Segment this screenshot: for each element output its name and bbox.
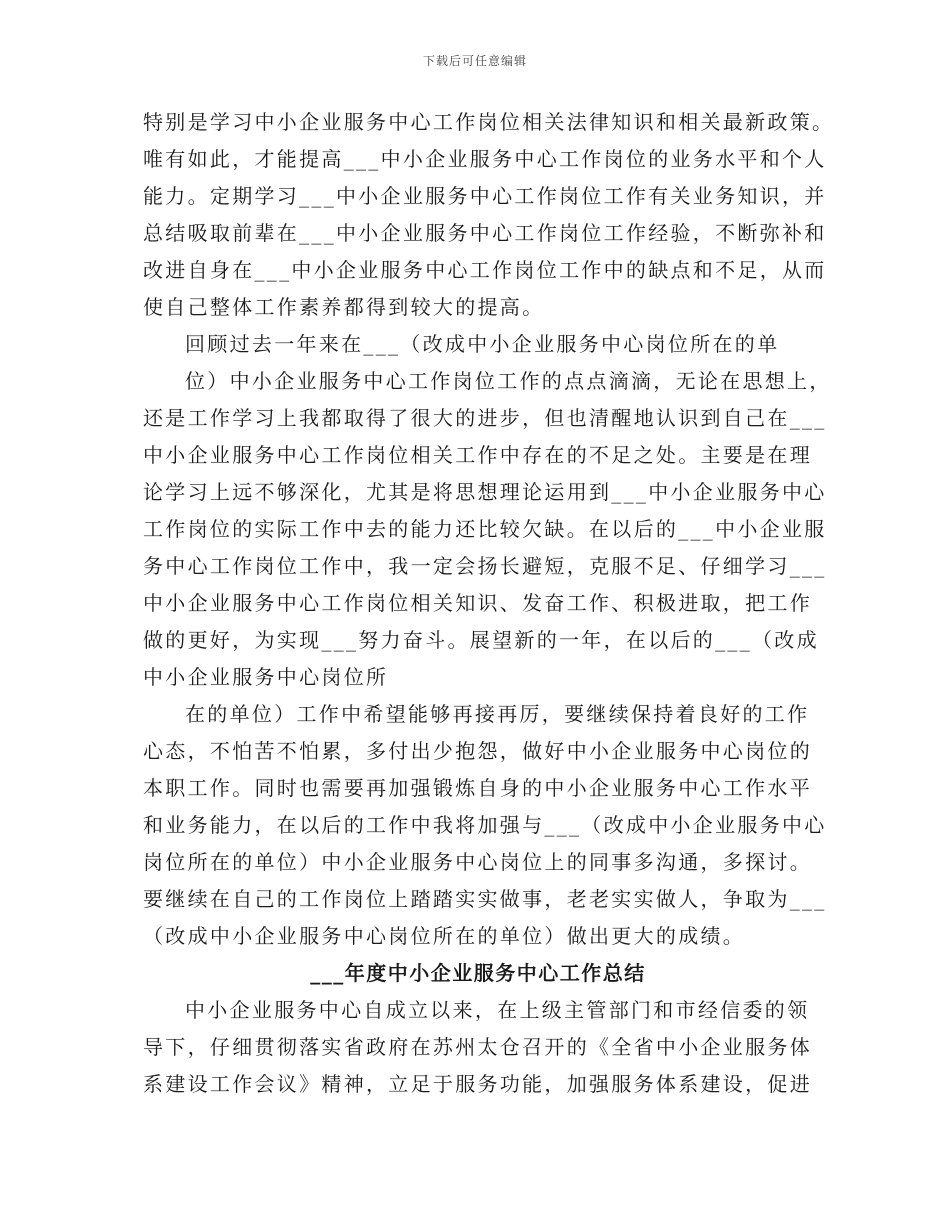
text-line: 特别是学习中小企业服务中心工作岗位相关法律知识和相关最新政策。	[143, 110, 835, 134]
text-line: 和业务能力，在以后的工作中我将加强与___（改成中小企业服务中心	[143, 813, 827, 837]
text-line: 做的更好，为实现___努力奋斗。展望新的一年，在以后的___（改成	[143, 628, 819, 652]
text-line: 改进自身在___中小企业服务中心工作岗位工作中的缺点和不足，从而	[143, 258, 827, 282]
section-heading: ___年度中小企业服务中心工作总结	[310, 961, 646, 985]
text-line: 中小企业服务中心自成立以来，在上级主管部门和市经信委的领	[185, 998, 810, 1022]
page-header: 下载后可任意编辑	[422, 54, 527, 68]
text-line: 还是工作学习上我都取得了很大的进步，但也清醒地认识到自己在___	[143, 406, 827, 430]
text-line: 能力。定期学习___中小企业服务中心工作岗位工作有关业务知识，并	[143, 184, 827, 208]
text-line: 系建设工作会议》精神，立足于服务功能，加强服务体系建设，促进	[143, 1072, 812, 1096]
text-line: 中小企业服务中心工作岗位相关工作中存在的不足之处。主要是在理	[143, 443, 812, 467]
text-line: 使自己整体工作素养都得到较大的提高。	[143, 295, 545, 319]
text-line: 论学习上远不够深化，尤其是将思想理论运用到___中小企业服务中心	[143, 480, 827, 504]
text-line: 本职工作。同时也需要再加强锻炼自身的中小企业服务中心工作水平	[143, 776, 812, 800]
text-line: 务中心工作岗位工作中，我一定会扬长避短，克服不足、仔细学习___	[143, 554, 827, 578]
text-line: 唯有如此，才能提高___中小企业服务中心工作岗位的业务水平和个人	[143, 147, 827, 171]
text-line: 导下，仔细贯彻落实省政府在苏州太仓召开的《全省中小企业服务体	[143, 1035, 812, 1059]
text-line: 中小企业服务中心工作岗位相关知识、发奋工作、积极进取，把工作	[143, 591, 812, 615]
text-line: 工作岗位的实际工作中去的能力还比较欠缺。在以后的___中小企业服	[143, 517, 827, 541]
text-line: 中小企业服务中心岗位所	[143, 665, 389, 689]
text-line: 位）中小企业服务中心工作岗位工作的点点滴滴，无论在思想上，	[185, 369, 832, 393]
text-line: 岗位所在的单位）中小企业服务中心岗位上的同事多沟通，多探讨。	[143, 850, 812, 874]
text-line: 要继续在自己的工作岗位上踏踏实实做事，老老实实做人，争取为___	[143, 887, 827, 911]
text-line: 心态，不怕苦不怕累，多付出少抱怨，做好中小企业服务中心岗位的	[143, 739, 812, 763]
text-line: 总结吸取前辈在___中小企业服务中心工作岗位工作经验，不断弥补和	[143, 221, 827, 245]
document-body	[143, 104, 835, 1103]
text-line: 在的单位）工作中希望能够再接再厉，要继续保持着良好的工作	[185, 702, 810, 726]
text-line: 回顾过去一年来在___（改成中小企业服务中心岗位所在的单	[185, 332, 780, 356]
text-line: （改成中小企业服务中心岗位所在的单位）做出更大的成绩。	[143, 924, 746, 948]
